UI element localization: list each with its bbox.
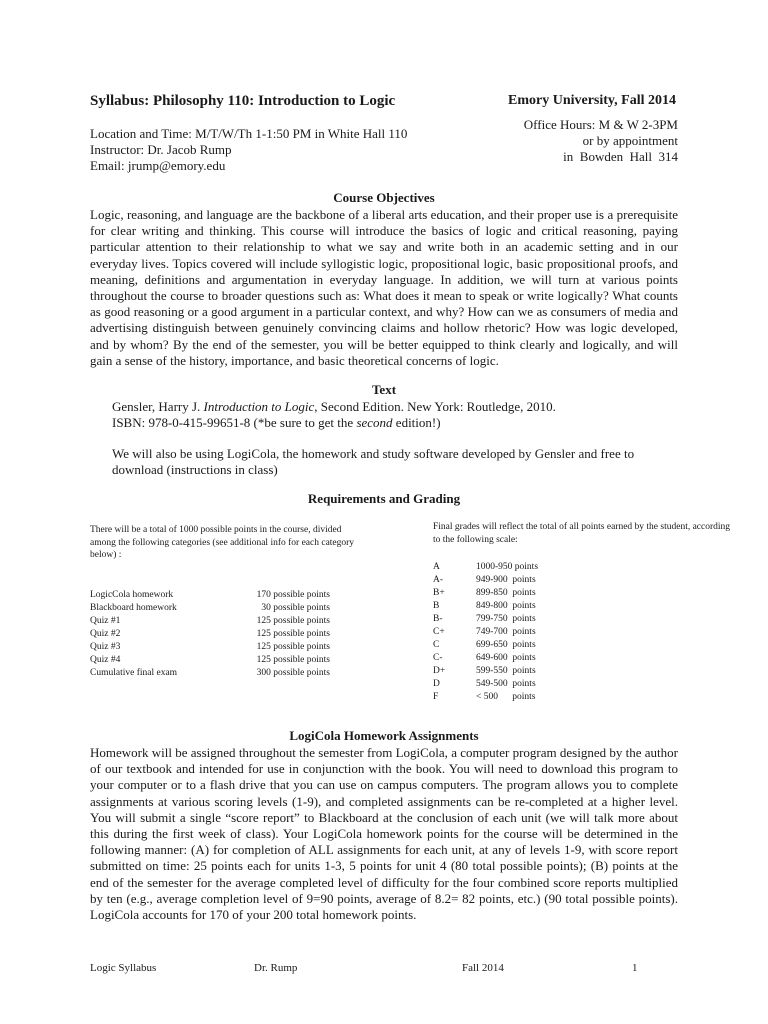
points-row (90, 615, 350, 628)
grade-scale (433, 561, 586, 704)
office-hours-line: or by appointment (582, 133, 678, 148)
book-title: Introduction to Logic (203, 399, 315, 414)
grade-row (433, 613, 586, 626)
grade-range: 799-750 points (476, 614, 536, 624)
grade-row (433, 691, 586, 704)
grade-range: 649-600 points (476, 653, 536, 663)
grade-range: 1000-950 points (476, 562, 539, 572)
grade-letter: C (433, 640, 440, 650)
points-row (90, 667, 350, 680)
points-value: 300 possible points (256, 668, 330, 678)
grade-row (433, 600, 586, 613)
page-number: 1 (632, 962, 638, 974)
grade-letter: B- (433, 614, 443, 624)
grade-range: 749-700 points (476, 627, 536, 637)
logicola-heading: LogiCola Homework Assignments (289, 728, 479, 743)
points-category: Quiz #4 (90, 655, 121, 665)
instructor: Instructor: Dr. Jacob Rump (90, 142, 232, 157)
grade-intro: Final grades will reflect the total of all points earned by the student, according to the following scale: (433, 522, 731, 545)
requirements-heading: Requirements and Grading (307, 491, 461, 506)
points-row (90, 628, 350, 641)
grade-letter: D+ (433, 666, 446, 676)
points-category: Quiz #1 (90, 616, 121, 626)
grade-range: 949-900 points (476, 575, 536, 585)
grade-letter: A (433, 562, 440, 572)
grade-row (433, 665, 586, 678)
points-value: 125 possible points (256, 642, 330, 652)
points-value: 125 possible points (256, 629, 330, 639)
office-hours-line: in Bowden Hall 314 (563, 149, 678, 164)
grade-row (433, 678, 586, 691)
objectives-body: Logic, reasoning, and language are the backbone of a liberal arts education, and their proper use is a prerequisite for clear writing and thinking. This course will introduce the basics of logic and critical reasoning, paying particular attention to their relationship to what we say and write both in an academic setting and in our everyday lives. Topics covered will include syllogistic logic, propositional logic, basic propositional proofs, and meaning, definitions and argumentation in everyday language. In addition, we will turn at various points throughout the course to broader questions such as: What does it mean to speak or write logically? What counts as good reasoning or a good argument in a particular context, and why? How can we as consumers of media and advertising distinguish between genuinely convincing claims and hollow rhetoric? How was logic developed, and by whom? By the end of the semester, you will be better equipped to think clearly and logically, and will gain a sense of the history, importance, and basic theoretical concerns of logic. (90, 207, 678, 368)
office-hours (524, 117, 678, 165)
email: Email: jrump@emory.edu (90, 158, 226, 173)
points-value: 30 possible points (261, 603, 330, 613)
footer-term: Fall 2014 (462, 962, 504, 974)
citation-line: Gensler, Harry J. Introduction to Logic, Second Edition. New York: Routledge, 2010. (112, 399, 556, 414)
grade-range: 599-550 points (476, 666, 536, 676)
page-title: Syllabus: Philosophy 110: Introduction to Logic (90, 93, 396, 109)
points-row (90, 654, 350, 667)
footer-course: Logic Syllabus (90, 962, 157, 974)
grade-letter: B (433, 601, 440, 611)
course-info (90, 126, 407, 174)
grade-row (433, 587, 586, 600)
grade-range: 549-500 points (476, 679, 536, 689)
isbn-line: ISBN: 978-0-415-99651-8 (*be sure to get the second edition!) (112, 415, 441, 430)
logicola-note: We will also be using LogiCola, the homework and study software developed by Gensler and free to download (instructions in class) (112, 446, 635, 477)
points-value: 125 possible points (256, 655, 330, 665)
points-value: 170 possible points (256, 590, 330, 600)
grade-range: < 500 points (476, 692, 536, 702)
grade-letter: D (433, 679, 440, 689)
grade-range: 899-850 points (476, 588, 536, 598)
university-term: Emory University, Fall 2014 (508, 93, 676, 108)
objectives-heading: Course Objectives (333, 190, 435, 205)
points-row (90, 602, 350, 615)
points-category: Blackboard homework (90, 603, 177, 613)
logicola-body: Homework will be assigned throughout the semester from LogiCola, a computer program designed by the author of our textbook and intended for use in conjunction with the book. You will need to download this program to your computer or to a flash drive that you can use on campus computers. The program allows you to complete assignments at various scoring levels (1-9), and completed assignments can be re-completed at a higher level. You will submit a single “score report” to Blackboard at the conclusion of each unit (we will talk more about this during the first week of class). Your LogiCola homework points for the course will be determined in the following manner: (A) for completion of ALL assignments for each unit, at any of levels 1-9, with score report submitted on time: 25 points each for units 1-3, 5 points for unit 4 (80 total possible points); (B) points at the end of the semester for the average completed level of difficulty for the four combined score reports multiplied by ten (e.g., average completion level of 9=90 points, average of 8.2= 82 points, etc.) (90 total possible points). LogiCola accounts for 170 of your 200 total homework points. (90, 745, 678, 923)
grade-letter: C+ (433, 627, 445, 637)
points-intro: There will be a total of 1000 possible points in the course, divided among the following categories (see additional info for each category below) : (90, 525, 355, 560)
grade-range: 699-650 points (476, 640, 536, 650)
text-heading: Text (371, 382, 397, 397)
footer-instructor: Dr. Rump (254, 962, 298, 974)
textbook-citation (112, 399, 672, 431)
grade-letter: C- (433, 653, 443, 663)
points-category: Cumulative final exam (90, 668, 178, 678)
grade-row (433, 626, 586, 639)
location-time: Location and Time: M/T/W/Th 1-1:50 PM in White Hall 110 (90, 126, 408, 141)
grade-letter: F (433, 692, 439, 702)
points-category: Quiz #3 (90, 642, 121, 652)
grade-letter: A- (433, 575, 444, 585)
grade-letter: B+ (433, 588, 445, 598)
grade-row (433, 652, 586, 665)
grade-row (433, 561, 586, 574)
points-list (90, 589, 350, 680)
points-value: 125 possible points (256, 616, 330, 626)
points-row (90, 641, 350, 654)
grade-row (433, 574, 586, 587)
points-row (90, 589, 350, 602)
points-category: Quiz #2 (90, 629, 121, 639)
grade-row (433, 639, 586, 652)
office-hours-line: Office Hours: M & W 2-3PM (523, 117, 678, 132)
points-category: LogicCola homework (90, 590, 174, 600)
grade-range: 849-800 points (476, 601, 536, 611)
